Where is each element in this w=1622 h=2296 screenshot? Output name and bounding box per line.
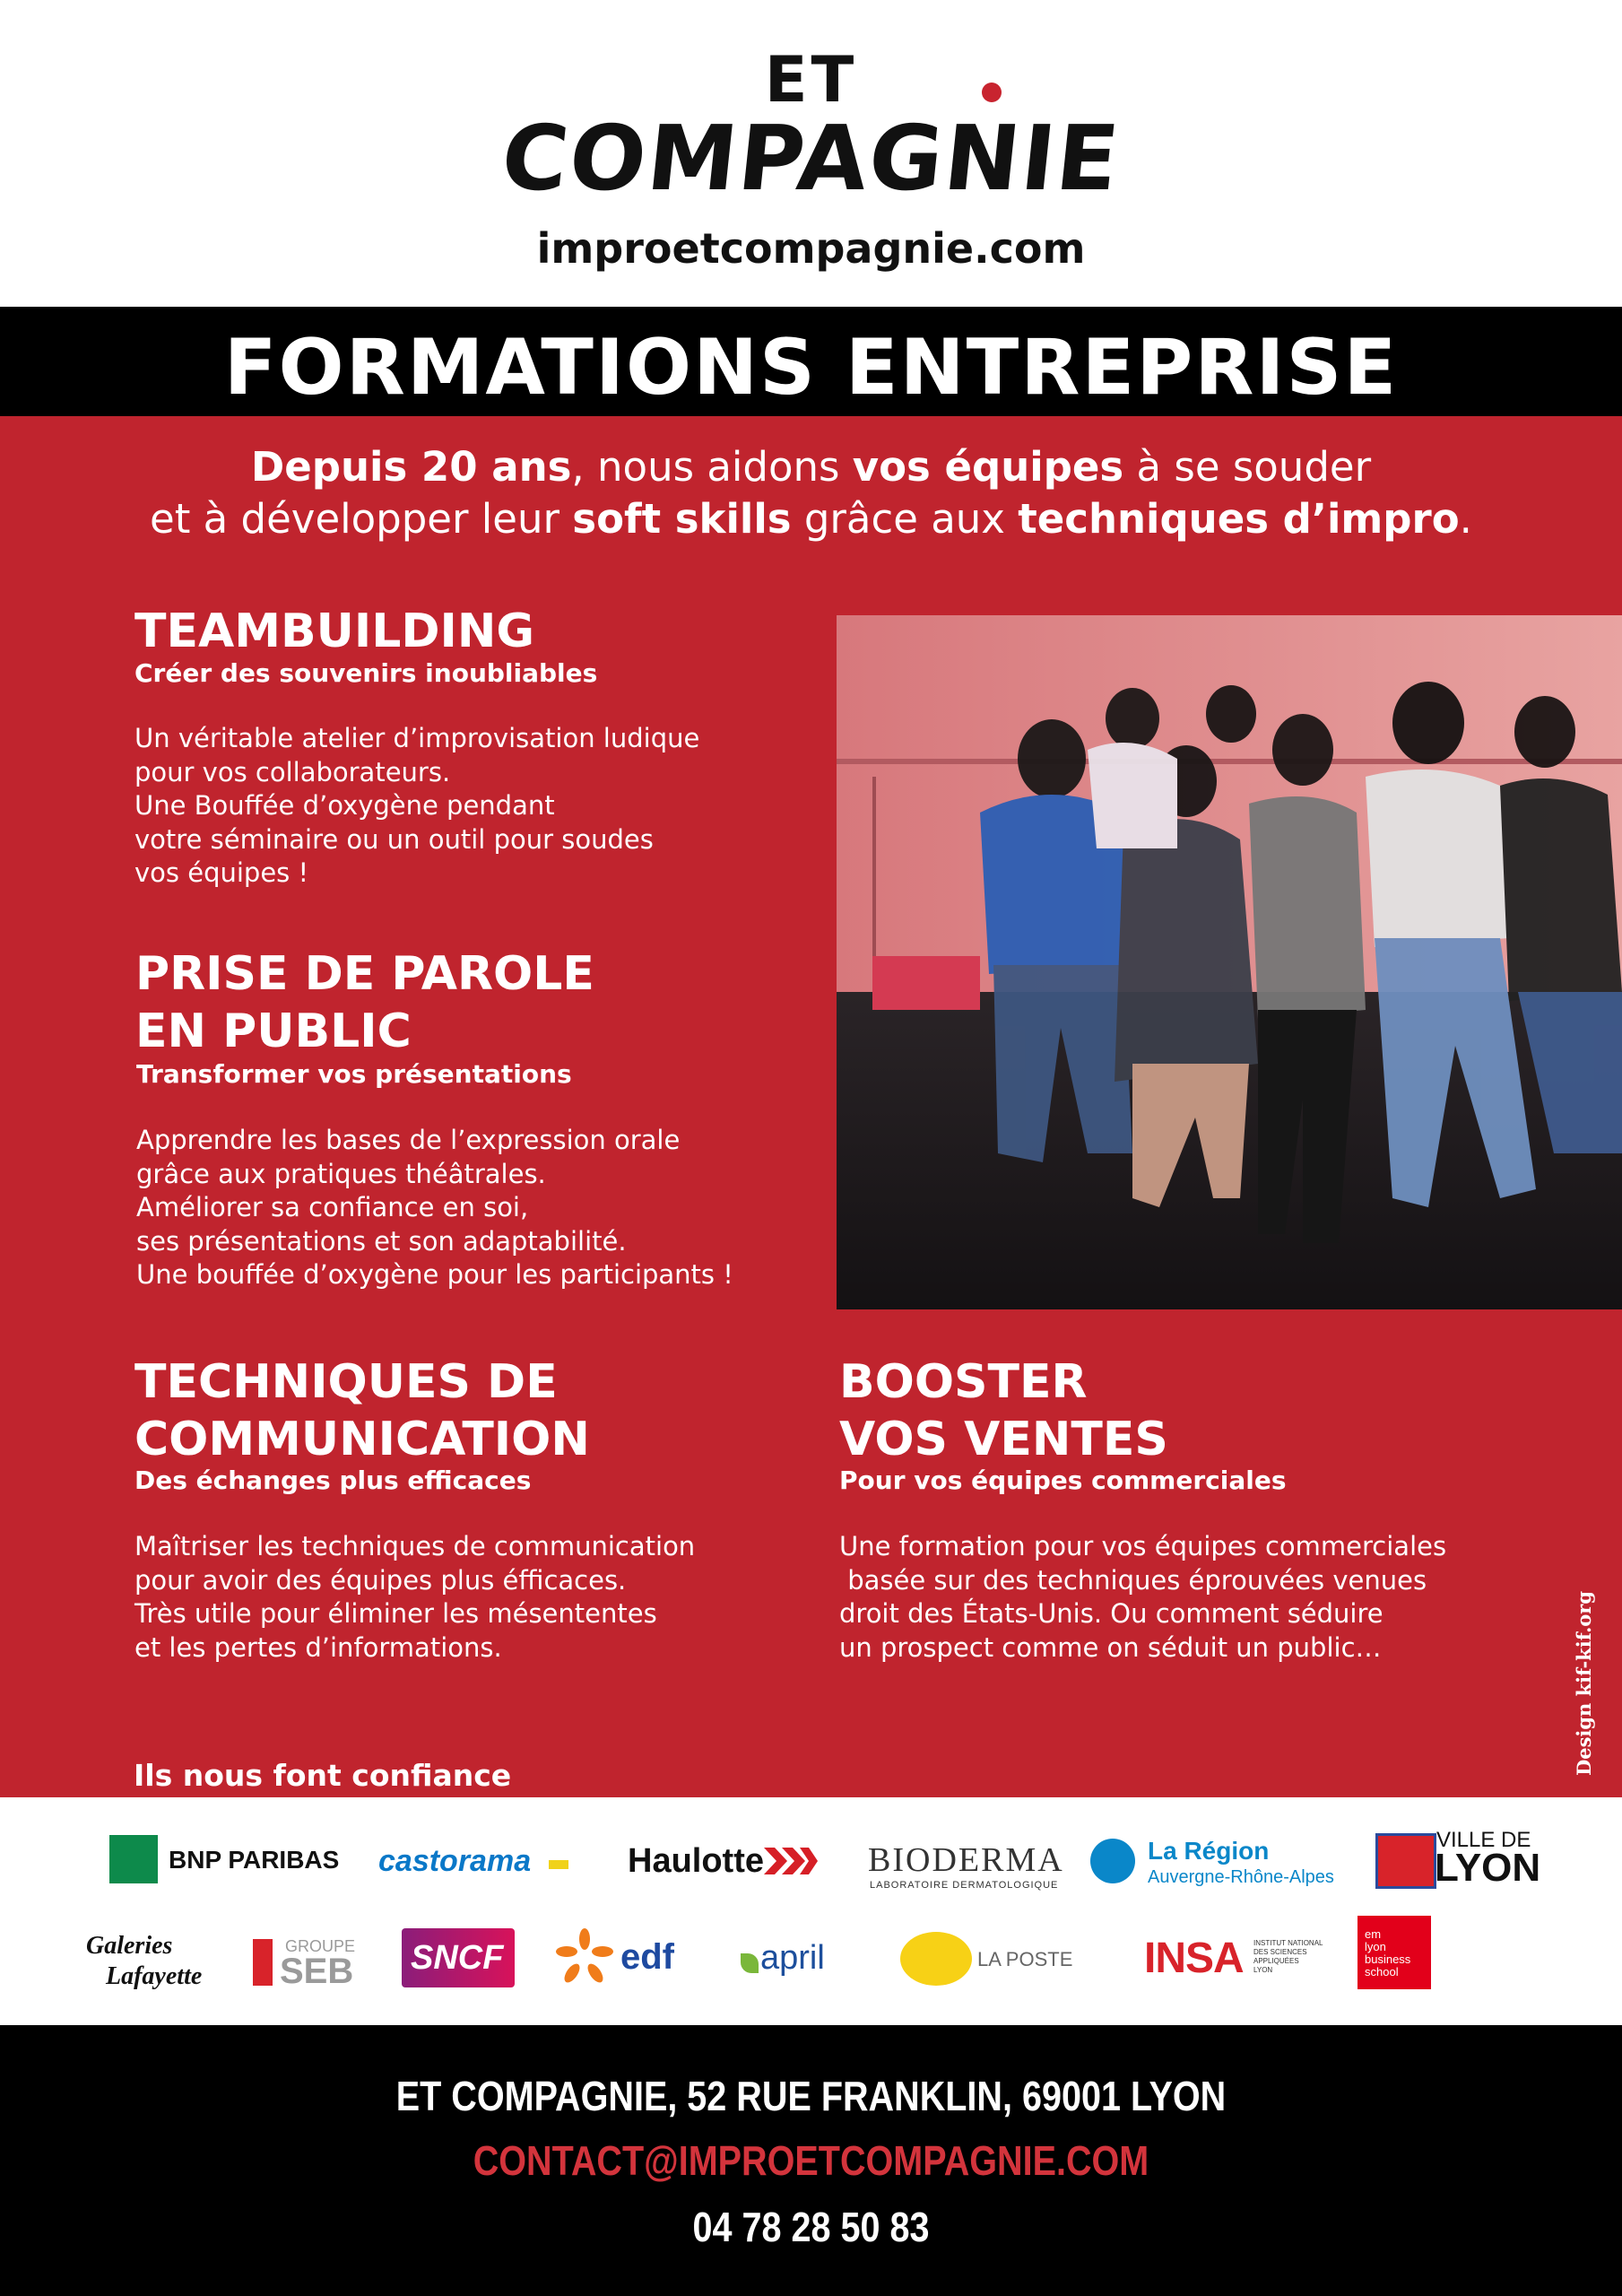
lyon-subtitle: VILLE DE [1436, 1828, 1531, 1852]
castorama-bar-icon [549, 1860, 568, 1869]
teambuilding-body: Un véritable atelier d’improvisation ludique pour vos collaborateurs. Une Bouffée d’oxygène pendant votre séminaire ou un outil pour soudes vos équipes ! [134, 723, 700, 888]
seb-logo: SEB [280, 1952, 354, 1991]
teambuilding-heading: TEAMBUILDING [134, 604, 535, 658]
intro-line-1: Depuis 20 ans, nous aidons vos équipes à se souder [250, 443, 1372, 491]
laposte-bird-icon [900, 1932, 972, 1986]
footer-address: ET COMPAGNIE, 52 RUE FRANKLIN, 69001 LYON [395, 2073, 1227, 2119]
techniques-heading: TECHNIQUES DE COMMUNICATION [134, 1355, 590, 1466]
title-band [0, 307, 1622, 416]
insa-logo: INSA [1144, 1935, 1244, 1982]
april-logo: april [760, 1939, 825, 1977]
bioderma-logo: BIODERMA [868, 1841, 1064, 1879]
haulotte-logo: Haulotte [628, 1842, 764, 1880]
castorama-logo: castorama [378, 1844, 532, 1878]
booster-heading: BOOSTER VOS VENTES [839, 1355, 1168, 1466]
intro-line-2: et à développer leur soft skills grâce aux techniques d’impro. [150, 495, 1472, 543]
seb-s-icon [253, 1939, 273, 1986]
em-lyon-text: em lyon business school [1365, 1927, 1411, 1979]
techniques-subtitle: Des échanges plus efficaces [134, 1465, 532, 1495]
booster-body: Une formation pour vos équipes commerciales basée sur des techniques éprouvées venues droit des États-Unis. Ou comment séduire un prospect comme on séduit un public… [839, 1531, 1447, 1663]
april-leaf-icon [741, 1953, 759, 1973]
edf-flower-icon [556, 1928, 613, 1986]
laposte-logo: LA POSTE [977, 1948, 1073, 1970]
page-title: FORMATIONS ENTREPRISE [223, 323, 1399, 413]
prise-de-parole-heading: PRISE DE PAROLE EN PUBLIC [135, 947, 594, 1058]
edf-logo: edf [620, 1937, 674, 1977]
footer-phone[interactable]: 04 78 28 50 83 [692, 2204, 930, 2250]
teambuilding-subtitle: Créer des souvenirs inoubliables [134, 658, 598, 688]
bnp-paribas-logo: BNP PARIBAS [109, 1833, 343, 1887]
partner-logos [0, 1797, 1622, 2025]
galeries-logo-line1: Galeries [86, 1932, 173, 1960]
logo-red-dot [982, 83, 1002, 102]
insa-subtitle: INSTITUT NATIONAL DES SCIENCES APPLIQUÉES LYON [1253, 1939, 1323, 1974]
region-logo: La Région [1148, 1837, 1270, 1865]
sncf-logo: SNCF [411, 1939, 504, 1977]
techniques-body: Maîtriser les techniques de communication pour avoir des équipes plus éfficaces. Très utile pour éliminer les mésententes et les pertes d’informations. [134, 1531, 696, 1663]
prise-de-parole-subtitle: Transformer vos présentations [136, 1059, 572, 1089]
prise-de-parole-body: Apprendre les bases de l’expression orale grâce aux pratiques théâtrales. Améliorer sa confiance en soi, ses présentations et son adaptabilité. Une bouffée d’oxygène pour les participants ! [136, 1125, 733, 1290]
logo-line-1: ET [764, 43, 858, 117]
bnp-star-icon [109, 1835, 158, 1883]
workshop-photo [837, 615, 1622, 1309]
seb-subtitle: GROUPE [285, 1937, 356, 1955]
lyon-logo: LYON [1435, 1846, 1541, 1890]
logo-line-2: COMPAGNIE [496, 106, 1125, 211]
galeries-logo-line2: Lafayette [106, 1962, 203, 1990]
bioderma-subtitle: LABORATOIRE DERMATOLOGIQUE [870, 1880, 1059, 1891]
em-lyon-logo [1357, 1916, 1431, 1989]
footer-email[interactable]: CONTACT@IMPROETCOMPAGNIE.COM [473, 2137, 1149, 2184]
region-subtitle: Auvergne-Rhône-Alpes [1148, 1867, 1334, 1887]
region-logo-icon [1090, 1839, 1135, 1883]
trust-label: Ils nous font confiance [134, 1758, 512, 1793]
footer [0, 2025, 1622, 2296]
design-credit: Design kif-kif.org [1573, 1590, 1595, 1776]
lyon-lion-icon [1375, 1833, 1436, 1889]
workshop-photo-illustration [837, 615, 1622, 1309]
booster-subtitle: Pour vos équipes commerciales [839, 1465, 1287, 1495]
haulotte-chevron-icon [764, 1848, 818, 1874]
header [0, 0, 1622, 307]
website-url[interactable]: improetcompagnie.com [536, 224, 1086, 273]
